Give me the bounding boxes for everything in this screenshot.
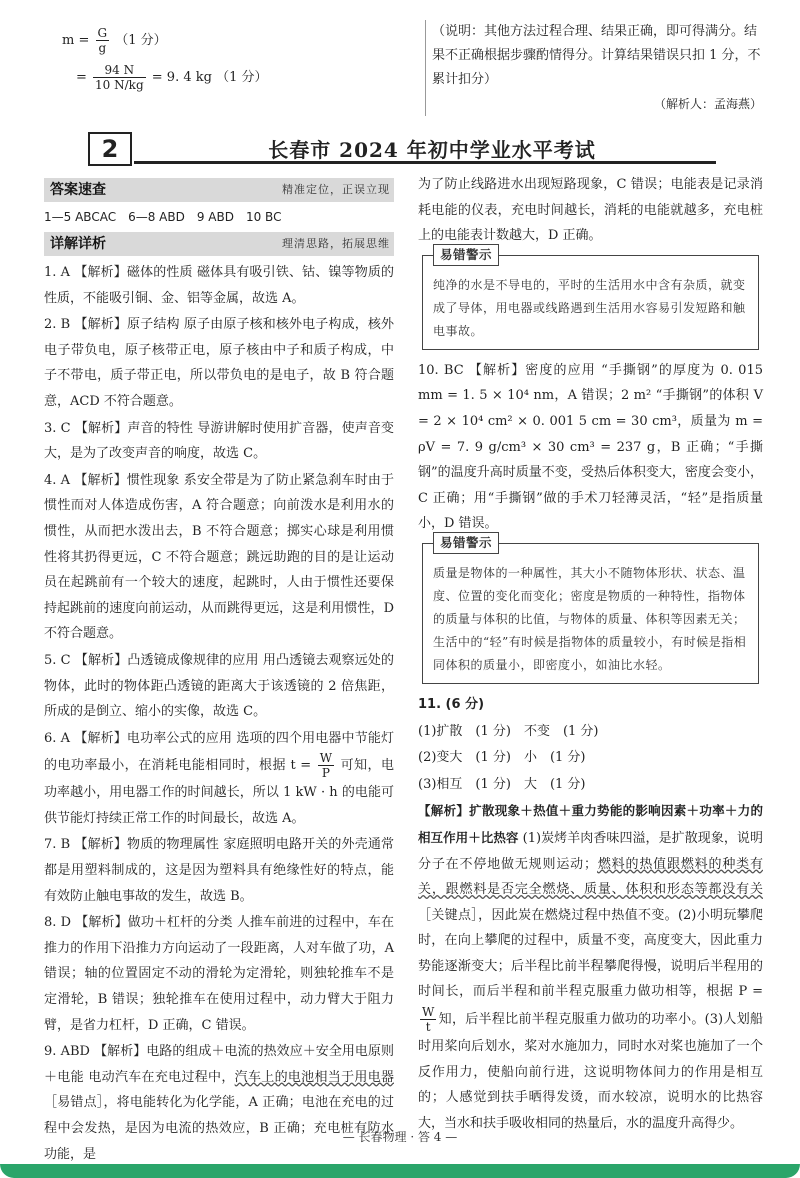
top-right-note [425, 20, 762, 116]
scoring-note: （说明：其他方法过程合理、结果正确，即可得满分。结果不正确根据步骤酌情得分。计算结果错误只扣 1 分，不累计扣分） [432, 24, 761, 87]
answers-header [44, 178, 394, 202]
q9-text-b: ［易错点］，将电能转化为化学能，A 正确；电池在充电的过程中会发热，是因为电流的热效应，B 正确；充电桩有防水功能，是 [44, 1095, 394, 1162]
analyst-signature: （解析人：孟海燕） [653, 97, 762, 111]
green-bottom-border [0, 1164, 800, 1178]
q6-text-b: 可知，电功率越小，用电器工作的时间越长，所以 1 kW · h 的电能可供节能灯持续正常工作的时间最长，故选 A。 [44, 758, 394, 826]
question-11-explanation [418, 798, 763, 1136]
equation-1 [62, 26, 382, 55]
answers-subheading: 精准定位，正误立现 [282, 183, 390, 196]
eq1-num: G [97, 26, 108, 40]
question-8-explanation: 8. D 【解析】做功＋杠杆的分类 人推车前进的过程中，车在推力的作用下沿推力方向运动了一段距离，人对车做了功，A 错误；轴的位置固定不动的滑轮为定滑轮，则独轮推车不是定滑轮，B 错误；独轮推车在使用过程中，动力臂大于阻力臂，是省力杠杆，D 正确，C 错误。 [44, 915, 394, 1033]
eq1-lhs: m = [62, 33, 90, 48]
q6-num: W [319, 751, 333, 766]
section-title-bar [88, 132, 716, 164]
page-footer: — 长春物理 · 答 4 — [342, 1130, 458, 1144]
right-column [418, 172, 763, 1137]
details-heading: 详解详析 [50, 236, 106, 252]
q11-underlined: 燃料的热值跟燃料的种类有关，跟燃料是否完全燃烧、质量、体积和形态等都没有关 [418, 856, 763, 898]
equation-2 [62, 63, 382, 92]
question-4-explanation: 4. A 【解析】惯性现象 系安全带是为了防止紧急刹车时由于惯性而对人体造成伤害，A 符合题意；向前泼水是利用水的惯性，从而把水泼出去，B 不符合题意；掷实心球是利用惯性将其扔得更远，C 不符合题意；跳远助跑的目的是让运动员在起跳前有一个较大的速度，起跳时，人由于惯性还要保持起跳前的速度向前运动，从而跳得更远，这是利用惯性，D 不符合题意。 [44, 472, 394, 642]
eq2-prefix: = [76, 70, 87, 85]
fraction-w-over-t [420, 1005, 436, 1034]
eq1-den: g [98, 41, 107, 55]
question-9-continued: 为了防止线路进水出现短路现象，C 错误；电能表是记录消耗电能的仪表，充电时间越长，消耗的电能就越多，充电桩上的电能表计数越大，D 正确。 [418, 177, 763, 244]
q11-tag: 【解析】扩散现象＋热值＋重力势能的影响因素＋功率＋力的相互作用＋比热容 [418, 803, 763, 845]
question-11-header: 11. (6 分) [418, 696, 485, 712]
left-column [44, 178, 394, 1168]
warning-text-1: 纯净的水是不导电的，平时的生活用水中含有杂质，就变成了导体，用电器或线路遇到生活用水容易引发短路和触电事故。 [433, 277, 746, 338]
q6-den: P [321, 766, 330, 781]
question-3-explanation: 3. C 【解析】声音的特性 导游讲解时使用扩音器，使声音变大，是为了改变声音的响度，故选 C。 [44, 420, 394, 462]
warning-title-2: 易错警示 [433, 532, 499, 554]
eq2-result: = 9. 4 kg （1 分） [151, 70, 268, 85]
q11-text-2: ［关键点］，因此炭在燃烧过程中热值不变。(2)小明玩攀爬时，在向上攀爬的过程中，质量不变，高度变大，因此重力势能逐渐变大；后半程比前半程攀爬得慢，说明后半程用的时间长，而后半程和前半程克服重力做功相等，根据 P = [418, 907, 763, 1000]
question-10-explanation: 10. BC 【解析】密度的应用 “手撕钢”的厚度为 0. 015 mm = 1. 5 × 10⁴ nm，A 错误；2 m² “手撕钢”的体积 V = 2 × 10⁴ cm² × 0. 001 5 cm = 30 cm³，质量为 m = ρV = 7. 9 g/cm³ × 30 cm³ = 237 g，B 正确；“手撕钢”的温度升高时质量不变，受热后体积变大，密度会变小，C 正确；用“手撕钢”做的手术刀轻薄灵活，“轻”是指质量小，D 错误。 [418, 362, 763, 532]
q11-text-1: (1)炭烤羊肉香味四溢，是扩散现象，说明分子在不停地做无规则运动； [418, 830, 763, 872]
fraction-94-over-10 [93, 63, 146, 92]
q11-text-3: 知，后半程比前半程克服重力做功的功率小。(3)人划船时用桨向后划水，桨对水施加力，同时水对桨也施加了一个反作用力，使船向前行进，这说明物体间力的作用是相互的；人感觉到扶手晒得发烫，而水较凉，说明水的比热容大，当水和扶手吸收相同的热量后，水的温度升高得少。 [418, 1012, 763, 1131]
warning-title-1: 易错警示 [433, 244, 499, 266]
q9-underlined: 汽车上的电池相当于用电器 [234, 1069, 394, 1085]
answers-heading: 答案速查 [50, 182, 106, 198]
question-2-explanation: 2. B 【解析】原子结构 原子由原子核和核外电子构成，核外电子带负电，原子核带正电，原子核由中子和质子构成，中子不带电，质子带正电，所以带负电的是电子，故 B 符合题意，ACD 不符合题意。 [44, 317, 394, 409]
answer-key: 1—5 ABCAC 6—8 ABD 9 ABD 10 BC [44, 210, 282, 224]
q9-text-a: 9. ABD 【解析】电路的组成＋电流的热效应＋安全用电原则＋电能 电动汽车在充电过程中， [44, 1044, 394, 1085]
fraction-w-over-p [318, 751, 334, 780]
q11-den: t [425, 1020, 431, 1035]
question-9-explanation [44, 1039, 394, 1167]
question-5-explanation: 5. C 【解析】凸透镜成像规律的应用 用凸透镜去观察远处的物体，此时的物体距凸透镜的距离大于该透镜的 2 倍焦距，所成的是倒立、缩小的实像，故选 C。 [44, 652, 394, 720]
eq1-score: （1 分） [115, 33, 167, 48]
question-7-explanation: 7. B 【解析】物质的物理属性 家庭照明电路开关的外壳通常都是用塑料制成的，这是因为塑料具有绝缘性好的特点，能有效防止触电事故的发生，故选 B。 [44, 837, 394, 904]
eq2-num: 94 N [93, 63, 146, 78]
q11-answer-3: (3)相互 (1 分) 大 (1 分) [418, 776, 586, 792]
q11-answer-1: (1)扩散 (1 分) 不变 (1 分) [418, 723, 599, 739]
question-6-explanation [44, 726, 394, 832]
warning-box-2 [422, 534, 759, 684]
eq2-den: 10 N/kg [95, 78, 144, 92]
page-title: 长春市 2024 年初中学业水平考试 [268, 138, 596, 162]
fraction-g-over-g [96, 26, 110, 55]
q11-answer-2: (2)变大 (1 分) 小 (1 分) [418, 750, 586, 766]
section-number: 2 [88, 132, 132, 166]
details-subheading: 理清思路，拓展思维 [282, 237, 390, 250]
details-header [44, 232, 394, 256]
warning-box-1 [422, 246, 759, 350]
q11-num: W [422, 1005, 435, 1020]
question-1-explanation: 1. A 【解析】磁体的性质 磁体具有吸引铁、钴、镍等物质的性质，不能吸引铜、金、铝等金属，故选 A。 [44, 265, 394, 306]
q6-text-a: 6. A 【解析】电功率公式的应用 选项的四个用电器中节能灯的电功率最小，在消耗电能相同时，根据 t = [44, 730, 394, 774]
top-left-equations [62, 26, 382, 92]
warning-text-2: 质量是物体的一种属性，其大小不随物体形状、状态、温度、位置的变化而变化；密度是物质的一种特性，指物体的质量与体积的比值，与物体的质量、体积等因素无关；生活中的“轻”有时候是指物体的质量较小，有时候是指相同体积的质量小，即密度小，如油比水轻。 [433, 565, 747, 672]
